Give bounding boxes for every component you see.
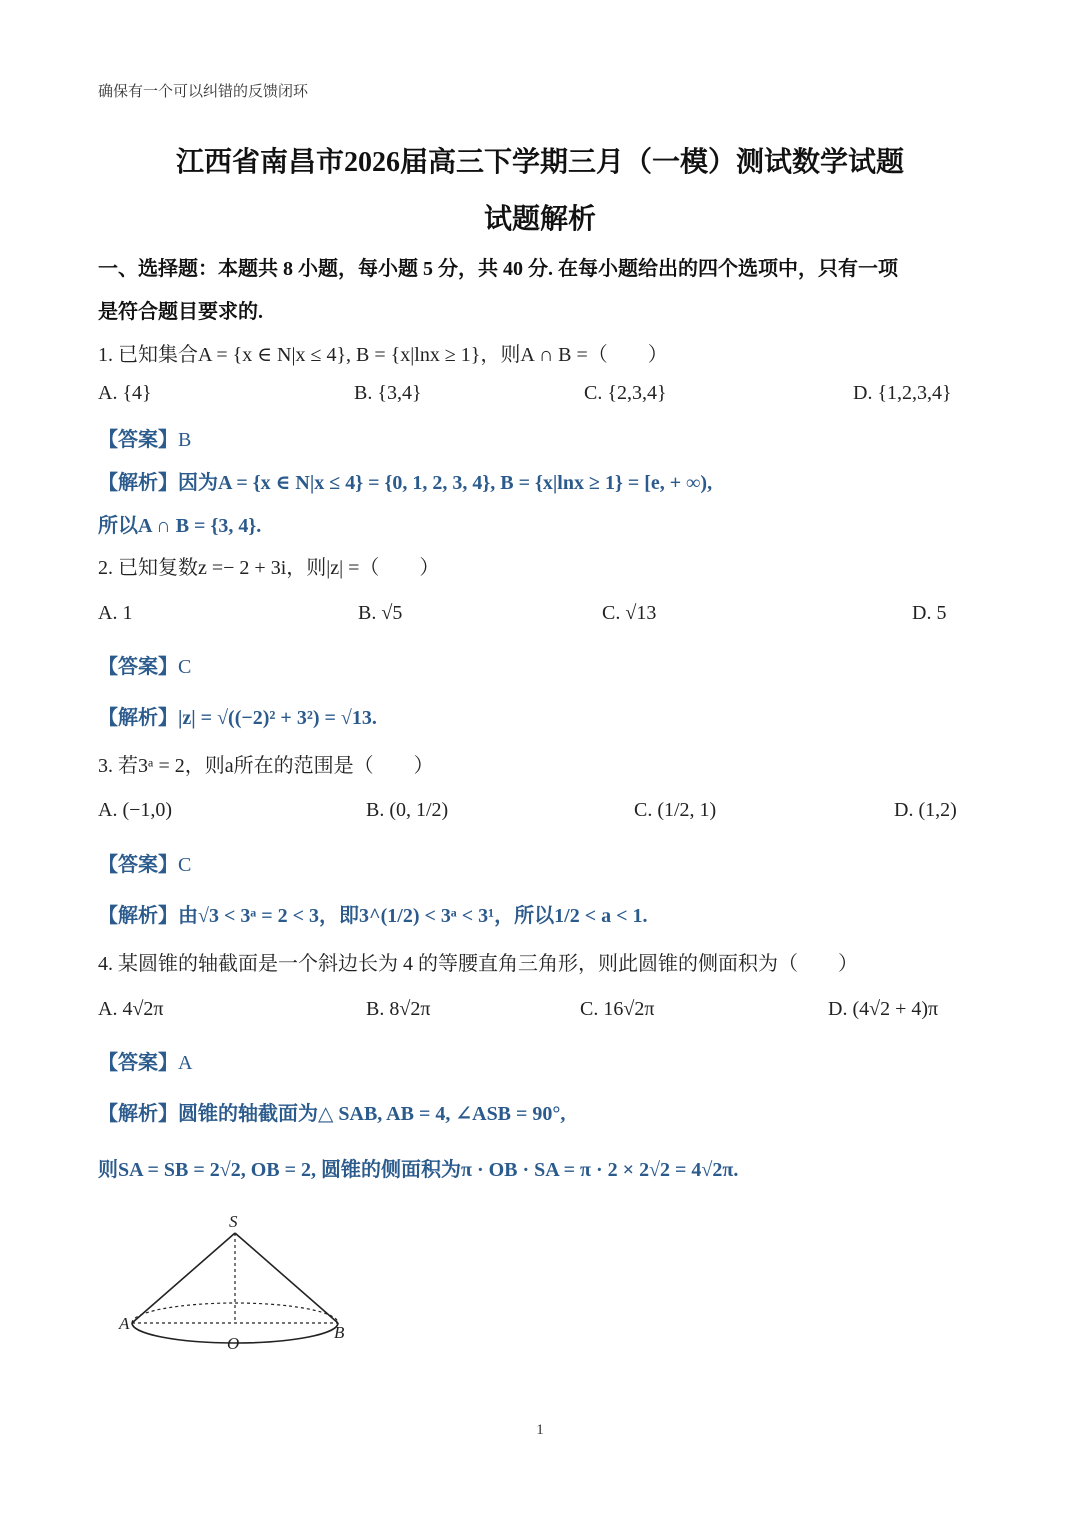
answer-value: A <box>178 1052 193 1074</box>
question-4-option-d: D. (4√2 + 4)π <box>828 998 939 1020</box>
answer-label: 【答案】 <box>98 429 178 451</box>
question-3-stem: 3. 若3ᵃ = 2，则a所在的范围是（ ） <box>98 755 434 777</box>
page-title: 江西省南昌市2026届高三下学期三月（一模）测试数学试题 <box>175 147 904 178</box>
question-3-answer <box>98 848 191 877</box>
question-1-stem: 1. 已知集合A = {x ∈ N|x ≤ 4}, B = {x|lnx ≥ 1}，则A ∩ B =（ ） <box>98 344 668 366</box>
solution-label: 【解析】 <box>98 905 178 927</box>
question-1-option-b: B. {3,4} <box>354 382 422 404</box>
question-3-option-a: A. (−1,0) <box>98 799 173 821</box>
answer-value: C <box>178 656 192 678</box>
question-4-option-c: C. 16√2π <box>580 998 655 1020</box>
answer-label: 【答案】 <box>98 854 178 876</box>
question-2-option-d: D. 5 <box>912 602 947 624</box>
cone-figure <box>110 1205 370 1355</box>
question-1-option-d: D. {1,2,3,4} <box>853 382 952 404</box>
label-o: O <box>227 1334 240 1353</box>
question-1-solution-line2: 所以A ∩ B = {3, 4}. <box>98 515 262 537</box>
question-1-solution-line1 <box>98 466 712 495</box>
section-heading-line1: 一、选择题：本题共 8 小题，每小题 5 分，共 40 分. 在每小题给出的四个选项中，只有一项 <box>98 258 898 280</box>
solution-text: 圆锥的轴截面为△ SAB, AB = 4, ∠ASB = 90°, <box>178 1103 566 1125</box>
page-subtitle: 试题解析 <box>483 204 596 235</box>
question-2-solution <box>98 701 377 730</box>
label-s: S <box>229 1212 238 1231</box>
question-4-solution-line2: 则SA = SB = 2√2, OB = 2, 圆锥的侧面积为π · OB · SA = π · 2 × 2√2 = 4√2π. <box>98 1159 739 1181</box>
solution-text: 由√3 < 3ᵃ = 2 < 3，即3^(1/2) < 3ᵃ < 3¹，所以1/2 < a < 1. <box>178 905 648 927</box>
question-4-option-b: B. 8√2π <box>366 998 431 1020</box>
answer-value: B <box>178 429 192 451</box>
header-note: 确保有一个可以纠错的反馈闭环 <box>98 84 309 100</box>
question-4-option-a: A. 4√2π <box>98 998 164 1020</box>
solution-text: |z| = √((−2)² + 3²) = √13. <box>178 707 377 729</box>
solution-label: 【解析】 <box>98 707 178 729</box>
question-1-option-a: A. {4} <box>98 382 152 404</box>
cone-edge-sa <box>132 1233 235 1323</box>
question-2-option-a: A. 1 <box>98 602 133 624</box>
question-4-answer <box>98 1046 192 1075</box>
question-1-answer <box>98 423 191 452</box>
question-2-stem: 2. 已知复数z =− 2 + 3i，则|z| =（ ） <box>98 557 440 579</box>
answer-label: 【答案】 <box>98 1052 178 1074</box>
question-3-solution <box>98 899 647 928</box>
solution-text: 因为A = {x ∈ N|x ≤ 4} = {0, 1, 2, 3, 4}, B = {x|lnx ≥ 1} = [e, + ∞), <box>178 472 713 494</box>
question-4-stem: 4. 某圆锥的轴截面是一个斜边长为 4 的等腰直角三角形，则此圆锥的侧面积为（ ） <box>98 953 858 975</box>
cone-edge-sb <box>235 1233 338 1323</box>
question-3-option-c: C. (1/2, 1) <box>634 799 717 821</box>
label-b: B <box>334 1323 345 1342</box>
question-2-answer <box>98 650 191 679</box>
section-heading-line2: 是符合题目要求的. <box>98 301 263 323</box>
label-a: A <box>119 1314 130 1333</box>
question-2-option-c: C. √13 <box>602 602 657 624</box>
solution-label: 【解析】 <box>98 1103 178 1125</box>
answer-value: C <box>178 854 192 876</box>
answer-label: 【答案】 <box>98 656 178 678</box>
question-2-option-b: B. √5 <box>358 602 403 624</box>
question-3-option-b: B. (0, 1/2) <box>366 799 449 821</box>
question-4-solution-line1 <box>98 1097 565 1126</box>
solution-label: 【解析】 <box>98 472 178 494</box>
page-number: 1 <box>536 1422 544 1438</box>
question-1-option-c: C. {2,3,4} <box>584 382 667 404</box>
question-3-option-d: D. (1,2) <box>894 799 957 821</box>
